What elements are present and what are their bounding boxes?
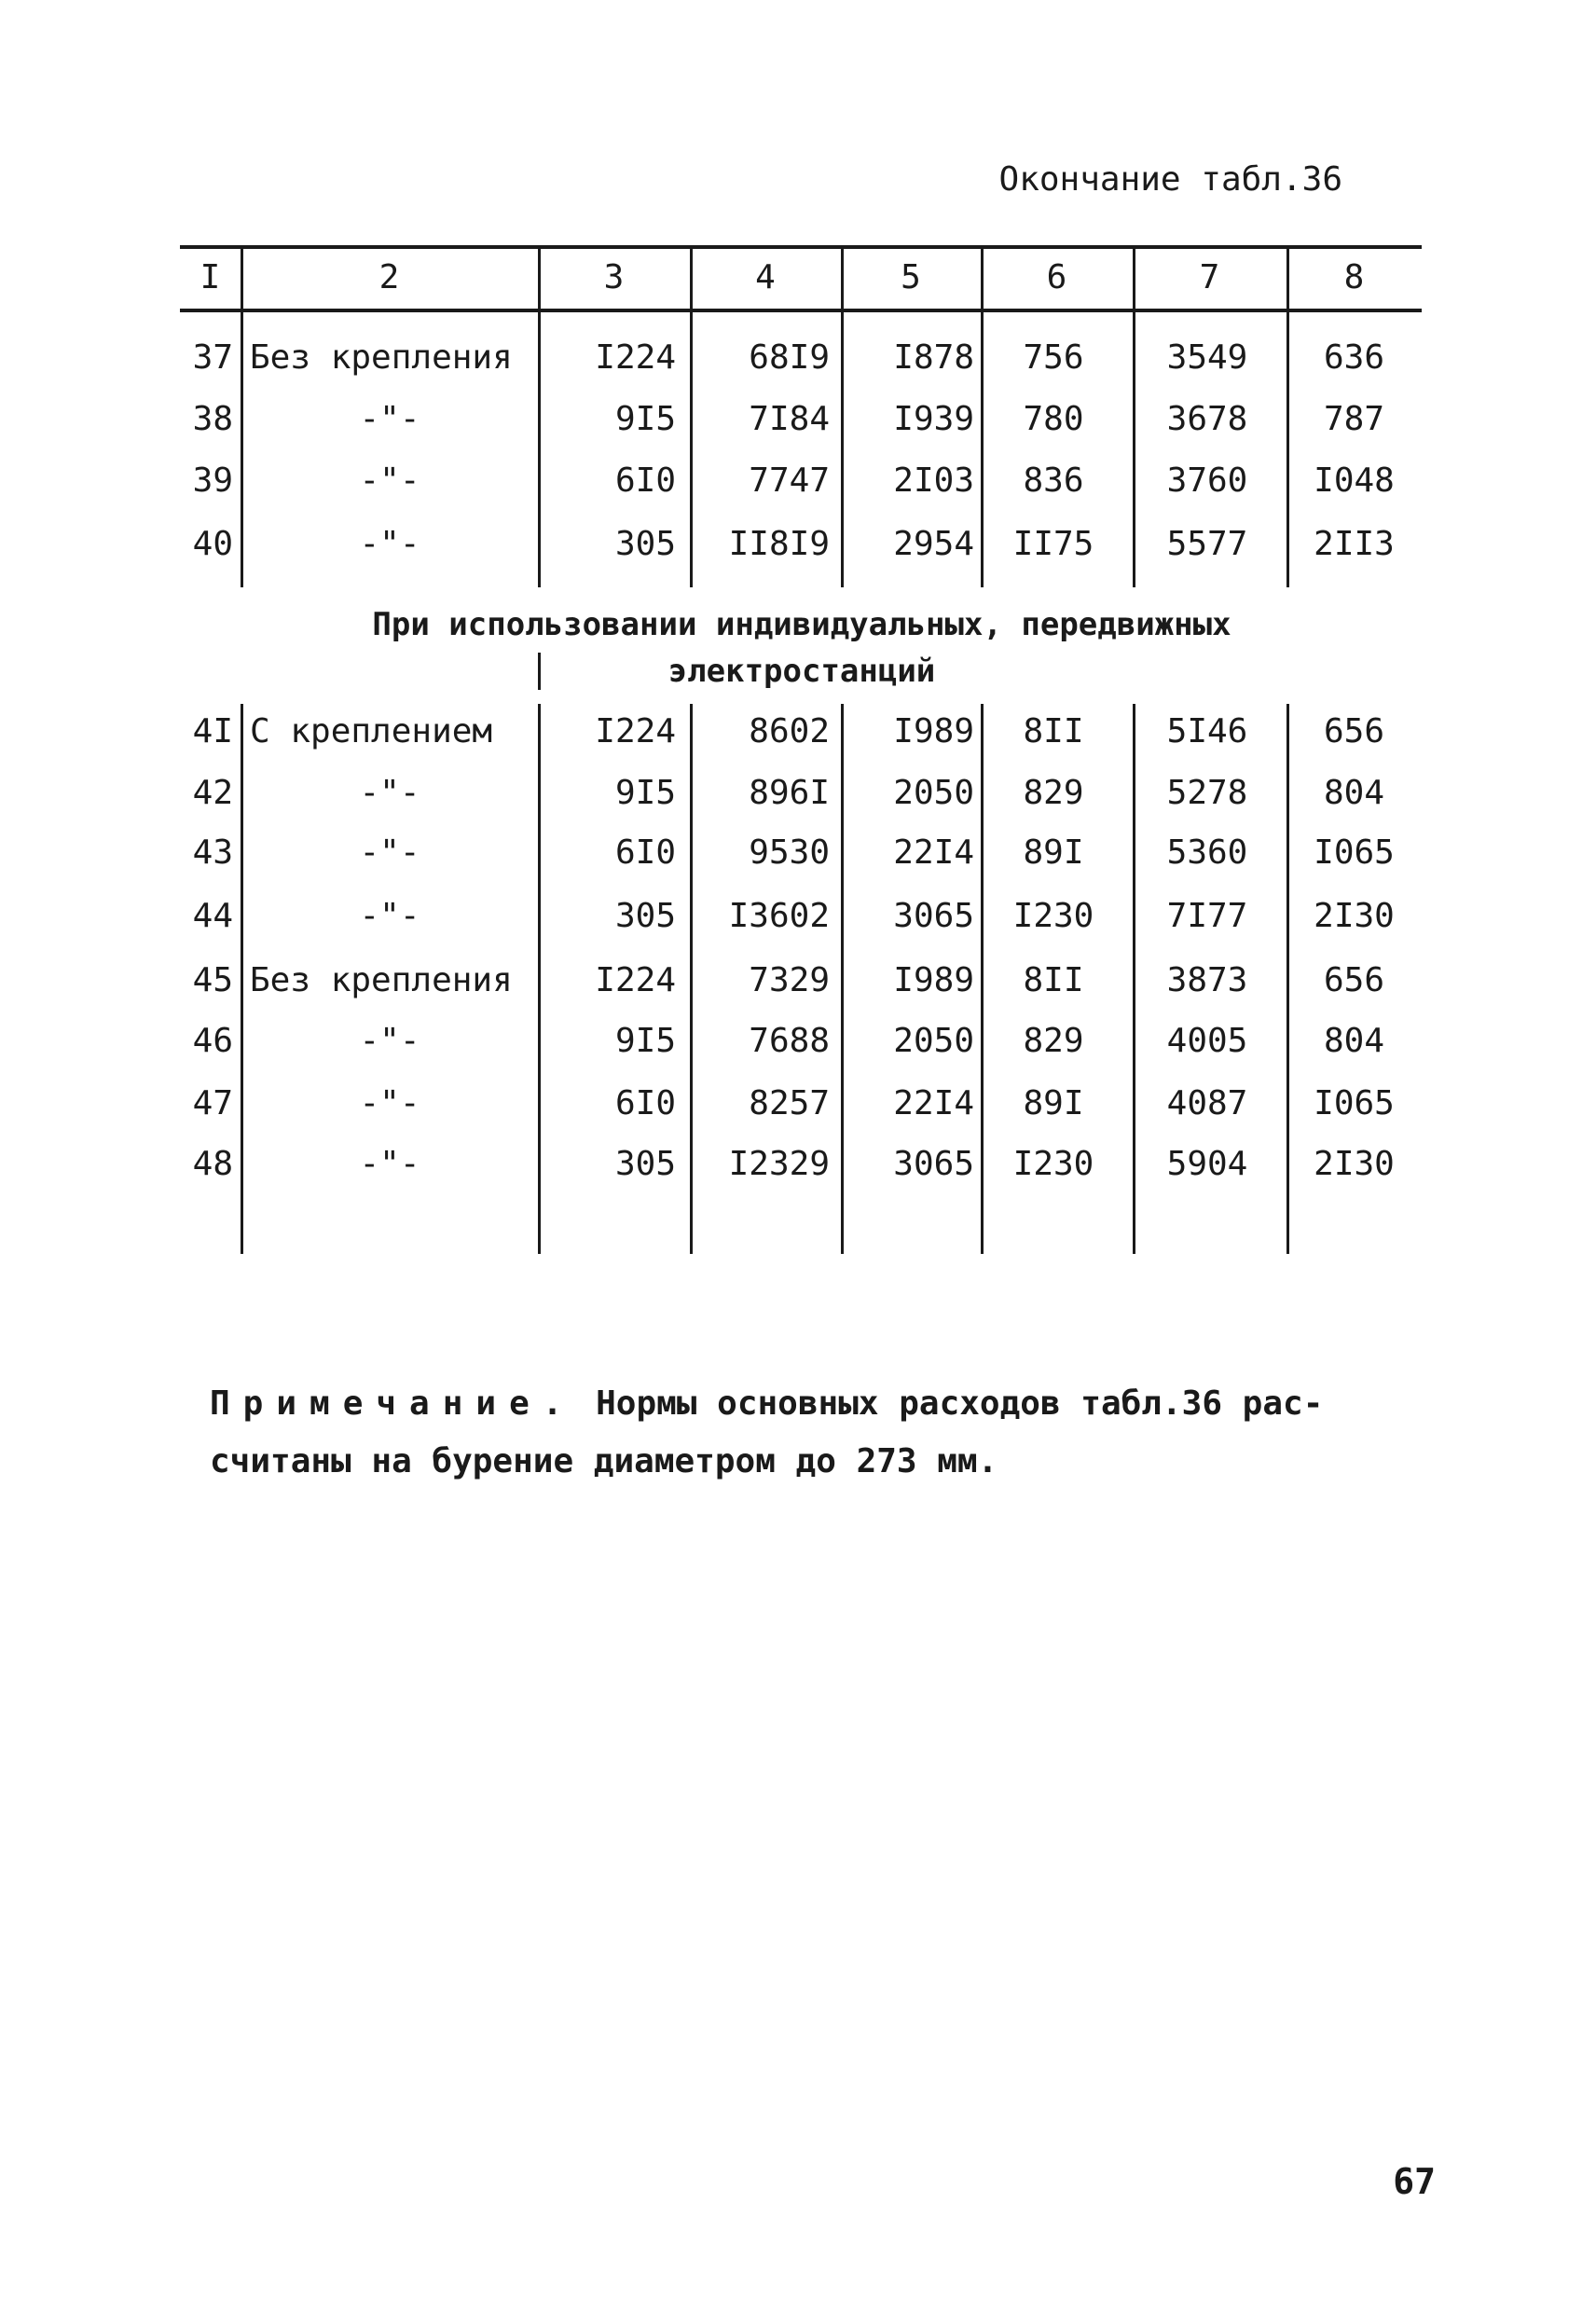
table-cell: I989: [893, 961, 974, 999]
table-cell: I048: [1314, 461, 1395, 500]
table-cell: 5278: [1166, 774, 1248, 812]
table-cell: 3065: [893, 897, 974, 935]
table-cell: 3549: [1166, 338, 1248, 377]
table-cell: 804: [1323, 1022, 1385, 1060]
row-type: -"-: [359, 833, 420, 872]
table-rule: [180, 245, 1422, 249]
table-cell: 7329: [749, 961, 830, 999]
header-cell: I: [200, 258, 221, 296]
table-cell: 8602: [749, 712, 830, 750]
table-cell: 804: [1323, 774, 1385, 812]
row-type: -"-: [359, 1084, 420, 1122]
header-cell: 2: [378, 258, 400, 296]
table-cell: 3065: [893, 1145, 974, 1183]
table-cell: 829: [1023, 774, 1084, 812]
row-number: 39: [192, 461, 233, 500]
table-cell: 3873: [1166, 961, 1248, 999]
table-cell: 4005: [1166, 1022, 1248, 1060]
table-cell: 8II: [1023, 961, 1084, 999]
table-cell: 9I5: [614, 400, 676, 438]
table-cell: 68I9: [749, 338, 830, 377]
row-number: 45: [192, 961, 233, 999]
table-caption: Окончание табл.36: [998, 160, 1342, 199]
row-type: Без крепления: [250, 338, 513, 377]
footnote-text-line1: Нормы основных расходов табл.36 рас-: [596, 1384, 1324, 1423]
table-cell: 2I30: [1314, 897, 1395, 935]
table-cell: 896I: [749, 774, 830, 812]
header-cell: 6: [1046, 258, 1067, 296]
row-number: 42: [192, 774, 233, 812]
column-divider: [1133, 245, 1135, 587]
table-cell: 9I5: [614, 1022, 676, 1060]
row-number: 46: [192, 1022, 233, 1060]
column-divider: [1286, 704, 1289, 1254]
table-cell: 6I0: [614, 1084, 676, 1122]
table-cell: 22I4: [893, 833, 974, 872]
table-cell: 2I03: [893, 461, 974, 500]
footnote-label: Примечание.: [210, 1384, 576, 1423]
table-cell: I230: [1012, 897, 1094, 935]
column-divider: [690, 245, 693, 587]
header-cell: 7: [1199, 258, 1220, 296]
table-cell: 5I46: [1166, 712, 1248, 750]
table-cell: I224: [595, 712, 676, 750]
table-cell: 7I77: [1166, 897, 1248, 935]
table-cell: I065: [1314, 1084, 1395, 1122]
header-cell: 3: [603, 258, 625, 296]
table-cell: 6I0: [614, 461, 676, 500]
table-cell: I065: [1314, 833, 1395, 872]
table-cell: 7I84: [749, 400, 830, 438]
table-cell: 2954: [893, 525, 974, 563]
table-cell: 305: [614, 897, 676, 935]
row-type: -"-: [359, 1022, 420, 1060]
table-cell: 2050: [893, 1022, 974, 1060]
column-divider: [538, 245, 541, 587]
row-number: 48: [192, 1145, 233, 1183]
table-cell: 656: [1323, 712, 1385, 750]
table-cell: 2050: [893, 774, 974, 812]
table-cell: I989: [893, 712, 974, 750]
section-title-line2: электростанций: [667, 653, 936, 690]
row-type: -"-: [359, 400, 420, 438]
header-cell: 5: [901, 258, 921, 296]
row-type: -"-: [359, 1145, 420, 1183]
table-cell: 656: [1323, 961, 1385, 999]
row-type: -"-: [359, 774, 420, 812]
table-cell: 780: [1023, 400, 1084, 438]
row-number: 40: [192, 525, 233, 563]
table-cell: I230: [1012, 1145, 1094, 1183]
table-cell: 305: [614, 525, 676, 563]
row-type: -"-: [359, 461, 420, 500]
row-number: 43: [192, 833, 233, 872]
table-cell: 5360: [1166, 833, 1248, 872]
table-cell: 3678: [1166, 400, 1248, 438]
table-cell: 5577: [1166, 525, 1248, 563]
row-number: 38: [192, 400, 233, 438]
table-cell: 22I4: [893, 1084, 974, 1122]
column-divider: [538, 653, 541, 690]
table-cell: 756: [1023, 338, 1084, 377]
column-divider: [538, 704, 541, 1254]
table-cell: 89I: [1023, 1084, 1084, 1122]
column-divider: [241, 704, 243, 1254]
table-cell: 9530: [749, 833, 830, 872]
table-cell: I878: [893, 338, 974, 377]
column-divider: [690, 704, 693, 1254]
table-cell: 9I5: [614, 774, 676, 812]
row-type: -"-: [359, 525, 420, 563]
table-cell: 787: [1323, 400, 1385, 438]
table-cell: 305: [614, 1145, 676, 1183]
table-cell: 2II3: [1314, 525, 1395, 563]
table-cell: 8II: [1023, 712, 1084, 750]
footnote: [210, 1375, 1384, 1491]
table-cell: I3602: [728, 897, 830, 935]
table-cell: I224: [595, 961, 676, 999]
row-type: -"-: [359, 897, 420, 935]
row-number: 4I: [192, 712, 233, 750]
table-cell: 8257: [749, 1084, 830, 1122]
table-cell: 7688: [749, 1022, 830, 1060]
table-cell: II8I9: [728, 525, 830, 563]
table-rule: [180, 309, 1422, 312]
table-cell: I224: [595, 338, 676, 377]
table-cell: 2I30: [1314, 1145, 1395, 1183]
table-cell: 636: [1323, 338, 1385, 377]
row-number: 37: [192, 338, 233, 377]
table-cell: 89I: [1023, 833, 1084, 872]
section-title-line1: При использовании индивидуальных, передвижных: [372, 606, 1231, 643]
header-cell: 4: [755, 258, 776, 296]
footnote-text-line2: считаны на бурение диаметром до 273 мм.: [210, 1442, 998, 1480]
table-cell: 836: [1023, 461, 1084, 500]
column-divider: [1286, 245, 1289, 587]
table-cell: 829: [1023, 1022, 1084, 1060]
table-cell: 4087: [1166, 1084, 1248, 1122]
header-cell: 8: [1343, 258, 1365, 296]
column-divider: [1133, 704, 1135, 1254]
column-divider: [241, 245, 243, 587]
row-number: 44: [192, 897, 233, 935]
table-cell: I2329: [728, 1145, 830, 1183]
row-type: Без крепления: [250, 961, 513, 999]
table-cell: 6I0: [614, 833, 676, 872]
page-number: 67: [1393, 2161, 1436, 2202]
table-cell: 3760: [1166, 461, 1248, 500]
row-number: 47: [192, 1084, 233, 1122]
table-cell: 7747: [749, 461, 830, 500]
row-type: С креплением: [250, 712, 493, 750]
table-cell: I939: [893, 400, 974, 438]
table-cell: 5904: [1166, 1145, 1248, 1183]
table-cell: II75: [1012, 525, 1094, 563]
